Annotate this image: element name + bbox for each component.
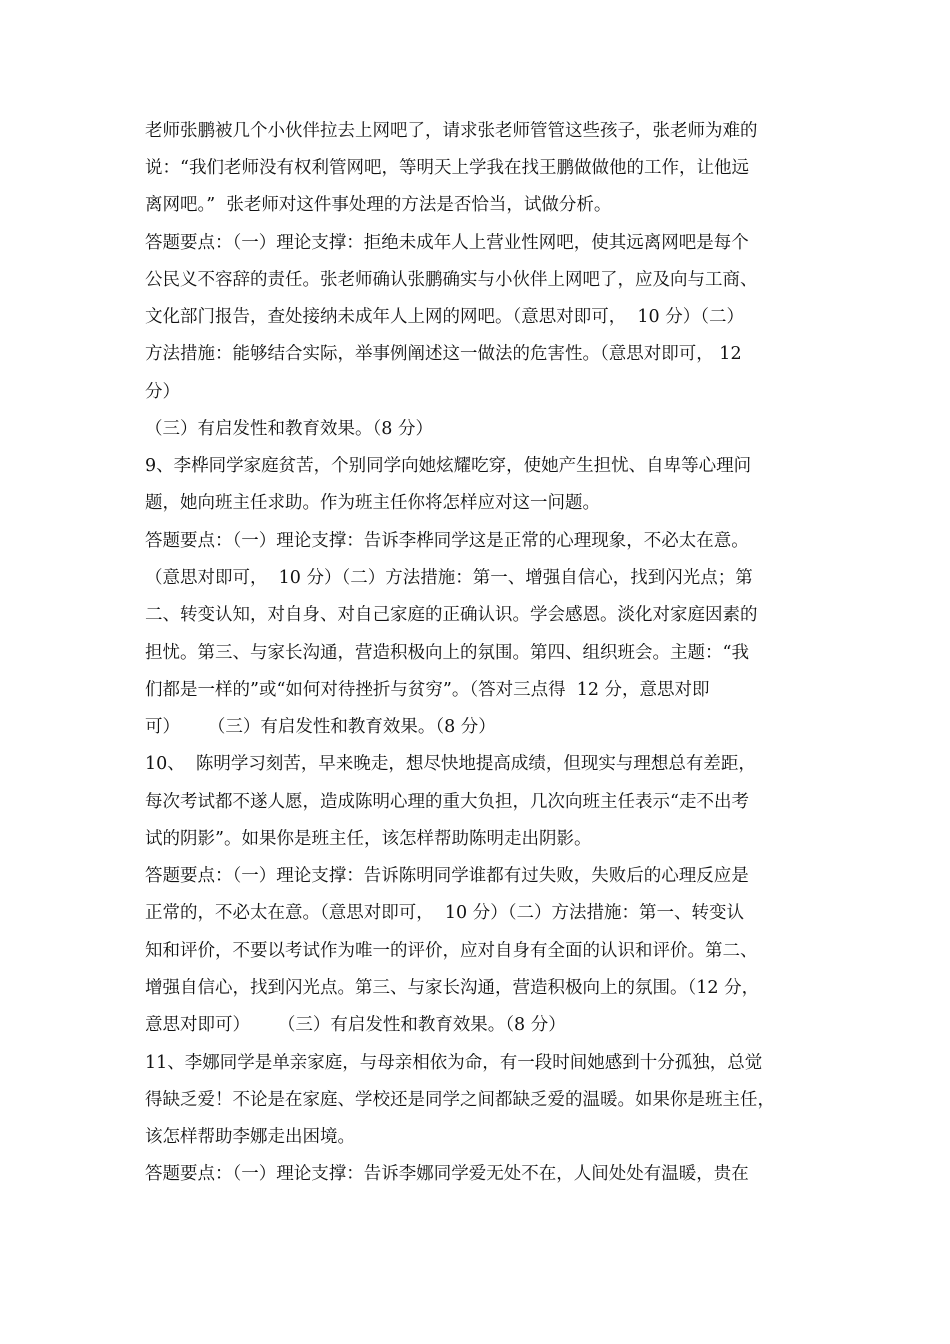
text-line: 公民义不容辞的责任。张老师确认张鹏确实与小伙伴上网吧了，应及向与工商、 (145, 270, 758, 290)
text-line: 分） (145, 382, 180, 402)
text-line: 可） （三）有启发性和教育效果。（8 分） (145, 717, 496, 737)
question-line: 得缺乏爱！不论是在家庭、学校还是同学之间都缺乏爱的温暖。如果你是班主任， (145, 1090, 775, 1110)
question-line: 11、李娜同学是单亲家庭，与母亲相依为命，有一段时间她感到十分孤独，总觉 (145, 1053, 763, 1073)
question-line: 10、 陈明学习刻苦，早来晚走，想尽快地提高成绩，但现实与理想总有差距， (145, 754, 756, 774)
text-line: 意思对即可） （三）有启发性和教育效果。（8 分） (145, 1015, 566, 1035)
text-line: 正常的，不必太在意。（意思对即可， 10 分）（二）方法措施：第一、转变认 (145, 903, 744, 923)
text-line: 答题要点：（一）理论支撑：告诉李娜同学爱无处不在，人间处处有温暖，贵在 (145, 1164, 749, 1184)
text-line: 担忧。第三、与家长沟通，营造积极向上的氛围。第四、组织班会。主题：“我 (145, 643, 749, 663)
text-line: 答题要点：（一）理论支撑：告诉李桦同学这是正常的心理现象，不必太在意。 (145, 531, 749, 551)
text-line: 增强自信心，找到闪光点。第三、与家长沟通，营造积极向上的氛围。（12 分， (145, 978, 760, 998)
question-line: 9、李桦同学家庭贫苦，个别同学向她炫耀吃穿，使她产生担忧、自卑等心理问 (145, 456, 752, 476)
text-line: 方法措施：能够结合实际，举事例阐述这一做法的危害性。（意思对即可， 12 (145, 344, 742, 364)
text-line: （三）有启发性和教育效果。（8 分） (145, 419, 433, 439)
text-line: 老师张鹏被几个小伙伴拉去上网吧了，请求张老师管管这些孩子，张老师为难的 (145, 121, 758, 141)
question-line: 该怎样帮助李娜走出困境。 (145, 1127, 355, 1147)
text-line: （意思对即可， 10 分）（二）方法措施：第一、增强自信心，找到闪光点；第 (145, 568, 753, 588)
question-line: 每次考试都不遂人愿，造成陈明心理的重大负担，几次向班主任表示“走不出考 (145, 792, 749, 812)
text-line: 们都是一样的”或“如何对待挫折与贫穷”。（答对三点得 12 分，意思对即 (145, 680, 710, 700)
text-line: 离网吧。” 张老师对这件事处理的方法是否恰当，试做分析。 (145, 195, 612, 215)
text-line: 知和评价，不要以考试作为唯一的评价，应对自身有全面的认识和评价。第二、 (145, 941, 758, 961)
text-line: 二、转变认知，对自身、对自己家庭的正确认识。学会感恩。淡化对家庭因素的 (145, 605, 758, 625)
text-line: 答题要点：（一）理论支撑：告诉陈明同学谁都有过失败，失败后的心理反应是 (145, 866, 749, 886)
text-line: 文化部门报告，查处接纳未成年人上网的网吧。（意思对即可， 10 分）（二） (145, 307, 744, 327)
text-line: 答题要点：（一）理论支撑：拒绝未成年人上营业性网吧，使其远离网吧是每个 (145, 233, 749, 253)
text-line: 说：“我们老师没有权利管网吧，等明天上学我在找王鹏做做他的工作，让他远 (145, 158, 749, 178)
question-line: 题，她向班主任求助。作为班主任你将怎样应对这一问题。 (145, 493, 600, 513)
question-line: 试的阴影”。如果你是班主任，该怎样帮助陈明走出阴影。 (145, 829, 592, 849)
